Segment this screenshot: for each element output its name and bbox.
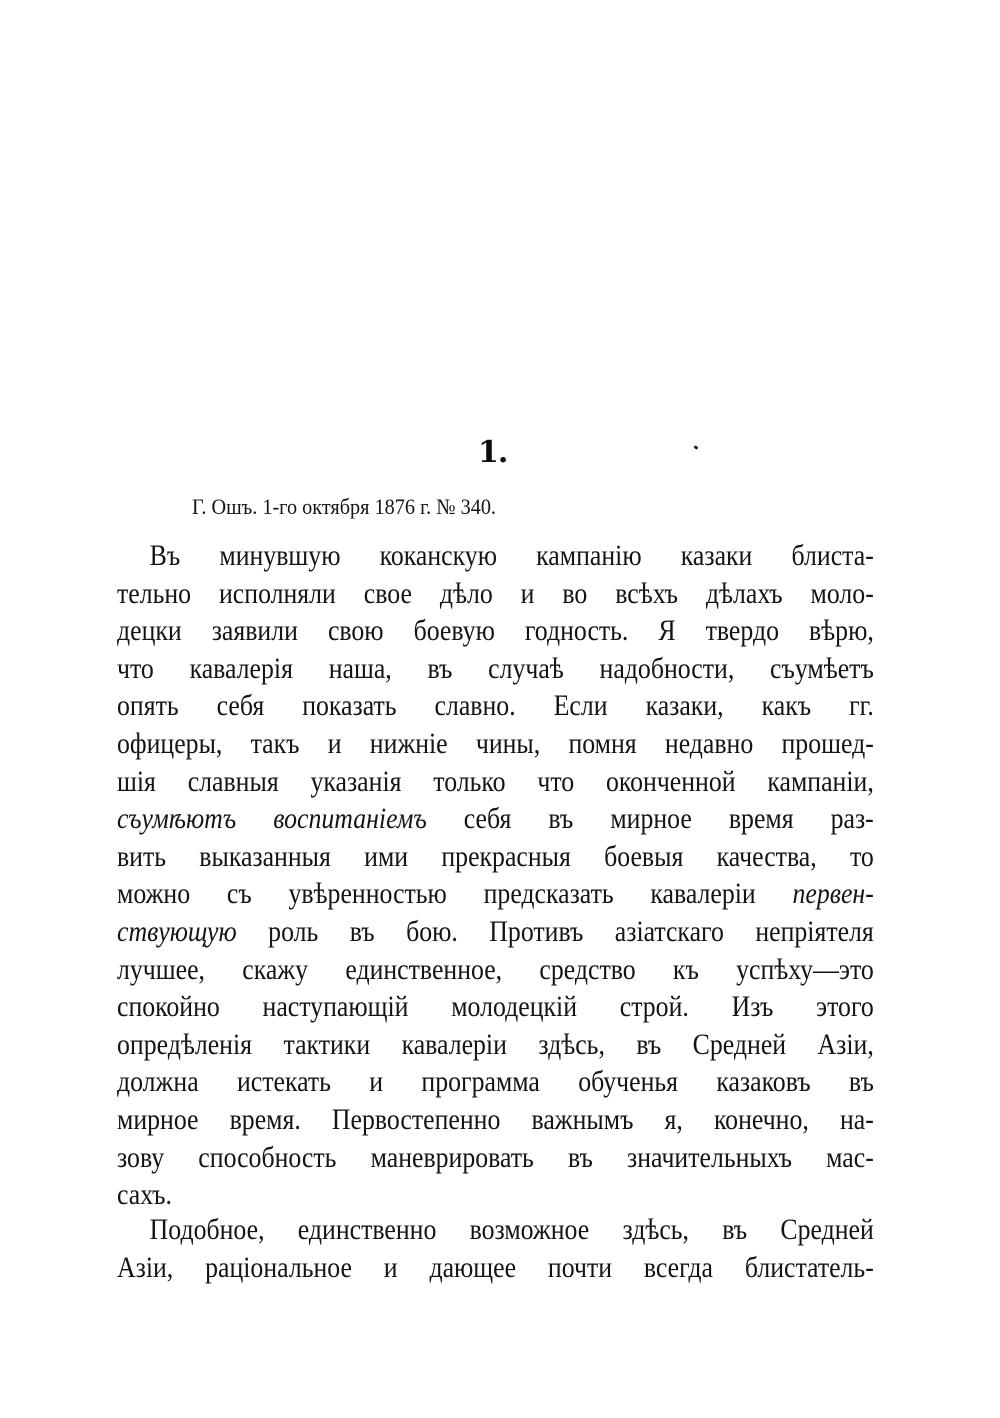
order-dateline: Г. Ошъ. 1-го октября 1876 г. № 340. [192,494,497,519]
text-line-mixed [117,913,874,951]
paragraph-1 [117,537,874,1214]
text-line: опять себя показать славно. Если казаки, какъ гг. [117,689,874,723]
text-line: что кавалерія наша, въ случаѣ надобности, съумѣетъ [117,651,874,685]
text-line: шія славныя указанія только что оконченной кампаніи, [117,764,874,798]
text-line: сахъ. [117,1178,172,1212]
text-line-mixed [117,800,874,838]
emphasized-text: ствующую [117,914,237,948]
text-line-mixed [117,875,874,913]
text-line: Подобное, единственно возможное здѣсь, въ Средней [149,1213,874,1246]
text-line: мирное время. Первостепенно важнымъ я, конечно, на- [117,1102,874,1136]
text-line: должна истекать и программа обученья казаковъ въ [117,1065,874,1099]
text-segment: роль въ бою. Противъ азіатскаго непріятеля [236,914,874,948]
text-line: тельно исполняли свое дѣло и во всѣхъ дѣлахъ моло- [117,576,874,610]
text-line: Въ минувшую коканскую кампанію казаки блиста- [149,539,874,572]
section-number: 1. [478,435,508,470]
text-line: опредѣленія тактики кавалеріи здѣсь, въ Средней Азіи, [117,1027,874,1061]
paragraph-2 [117,1211,874,1286]
emphasized-text: первен- [792,877,874,911]
text-segment: себя въ мирное время раз- [426,802,874,836]
text-line: вить выказанныя ими прекрасныя боевыя качества, то [117,839,874,873]
text-segment: можно съ увѣренностью предсказать кавалеріи [117,877,793,911]
text-line: Азіи, раціональное и дающее почти всегда блистатель- [117,1250,874,1284]
text-line: зову способность маневрировать въ значительныхъ мас- [117,1140,874,1174]
text-line: децки заявили свою боевую годность. Я твердо вѣрю, [117,614,874,648]
emphasized-text: съумѣютъ воспитаніемъ [117,802,427,836]
text-line: офицеры, такъ и нижніе чины, помня недавно прошед- [117,726,874,760]
text-line: лучшее, скажу единственное, средство къ успѣху—это [117,952,874,986]
text-line: спокойно наступающій молодецкій строй. Изъ этого [117,990,874,1024]
print-speck [694,445,699,450]
